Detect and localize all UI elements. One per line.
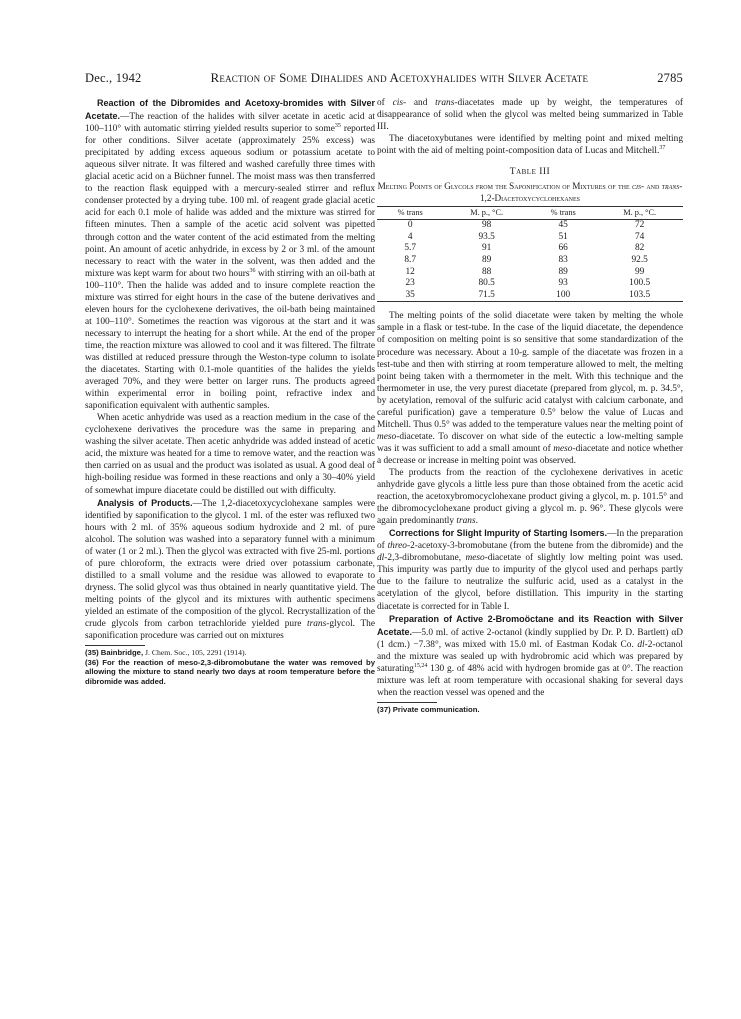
paragraph-text: -diacetate and notice whether a decrease or increase in melting point was observed. [377,443,683,466]
table-row [377,290,683,302]
table-cell: 99 [634,266,645,277]
table-cell: 66 [558,243,568,254]
table-label: Table III [509,167,551,178]
table-cell: 103.5 [629,289,651,300]
table-row [377,232,683,244]
footnote-36: (36) For the reaction of meso-2,3-dibromobutane the water was removed by allowing the mixture to stand nearly two days at room temperature before the dibromide was added. [85,657,375,686]
caption-text: and [644,181,662,192]
footnotes-left [85,645,375,686]
paragraph-text: of [377,98,393,108]
issue-date: Dec., 1942 [85,71,142,85]
table-cell: 23 [405,278,415,289]
caption-text: -1,2-Diacetoxycyclohexanes [479,181,683,203]
paragraph-text: -diacetates made up by weight, the temperatures of disappearance of solid when the glycol was melted being summarized in Table III. [377,98,683,133]
paragraph-text: —In the preparation of [377,529,683,552]
paragraph-text: The diacetoxybutanes were identified by melting point and mixed melting point with the aid of melting point-composition data of Lucas and Mitchell. [377,134,683,157]
paragraph-anhydride-medium: When acetic anhydride was used as a reaction medium in the case of the cyclohexene derivatives the procedure was the same in preparing and washing the silver acetate. Then acetic anhydride was added instead of acetic acid, the mixture was heated for a time to remove water, and the reaction was then carried on as usual and the product was isolated as usual. A good deal of high-boiling residue was formed in these reactions and only a 30–40% yield of somewhat impure diacetate could be distilled out with difficulty. [85,413,375,496]
section-heading-dibromides: Reaction of the Dibromides and Acetoxy-bromides with Silver Acetate. [85,98,375,122]
paragraph-text: reported for other conditions. Silver acetate (approximately 25% excess) was precipitated by adding excess aqueous sodium or potassium acetate to aqueous silver nitrate. It was filtered and washed carefully three times with glacial acetic acid on a Büchner funnel. The moist mass was then transferred to the reaction flask equipped with a mercury-sealed stirrer and reflux condenser protected by a drying tube. 100 ml. of reagent grade glacial acetic acid for each 0.1 mole of halide was added and the mixture was stirred for fifteen minutes. Then a sample of the acetic acid solvent was pipetted through cotton and the water content of the acid estimated from the melting point. An amount of acetic anhydride, in excess by 2 or 3 ml. of the amount necessary to react with the water in the solvent, was then added and the mixture was kept warm for about two hours [85,124,375,279]
table-cell: 100 [556,289,571,300]
footnote-ref-15-24: 15,24 [413,662,428,669]
italic-term: cis- [392,98,407,108]
page-number: 2785 [657,71,683,85]
italic-term: trans [307,619,327,630]
paragraph-text: 130 g. of 48% acid with hydrogen bromide gas at 0°. The reaction mixture was left at room temperature with occasional shaking for several days when the reaction vessel was opened and the [377,663,683,698]
melting-points-table [377,206,683,302]
footnote-ref-36: 36 [249,267,256,274]
paragraph-text: and [406,98,436,108]
italic-term: meso [465,553,485,564]
italic-term: meso [377,431,397,442]
paragraph-text: —The 1,2-diacetoxycyclohexane samples were identified by saponification to the glycol. 1 ml. of the ester was refluxed two hours with 2 ml. of 35% aqueous sodium hydroxide and 2 ml. of pure alcohol. The solution was washed into a separatory funnel with a minimum of water (1 or 2 ml.). Then the glycol was extracted with five 25-ml. portions of pure chloroform, the extracts were dried over potassium carbonate, distilled to a small volume and the residue was allowed to evaporate to dryness. The solid glycol was thus obtained in nearly quantitative yield. The melting points of the glycol and its mixtures with authentic specimens yielded an estimate of the composition of the glycol. Recrystallization of the crude glycols from carbon tetrachloride yielded pure [85,498,375,630]
paragraph-text: -2-acetoxy-3-bromobutane (from the butene from the dibromide) and the [406,541,683,552]
paragraph-text: The melting points of the solid diacetate were taken by melting the whole sample in a flask or test-tube. In the case of the liquid diacetate, the dependence of composition on melting point is so sensitive that some standardization of the procedure was necessary. About a 10-g. sample of the diacetate was frozen in a test-tube and then with stirring at room temperature allowed to melt, the melting point being taken with a thermometer in the melt. With this technique and the thermometer in use, the very purest diacetate (prepared from glycol, m. p. 34.5°, by acetylation, removal of the sulfuric acid catalyst with calcium carbonate, and careful purification) gave a temperature 0.5° below the value of Lucas and Mitchell. Thus 0.5° was added to the temperature values near the melting point of [377,311,683,430]
paragraph-dibromide-reaction [85,97,375,412]
paragraph-text: —5.0 ml. of active 2-octanol (kindly supplied by Dr. P. D. Bartlett) αD (1 dcm.) −7.38°, was mixed with 15.0 ml. of Eastman Kodak Co. [377,627,683,650]
italic-term: cis- [631,181,645,192]
paragraph-text: -glycol. The saponification procedure was carried out on mixtures [85,619,375,642]
paragraph-text: . [475,516,478,527]
table-cell: 5.7 [404,243,416,254]
table-row [377,243,683,255]
italic-term: trans [456,516,476,527]
right-column [377,97,683,714]
paragraph-text: -diacetate. To discover on what side of the eutectic a low-melting sample was it was sufficient to add a small amount of [377,431,683,454]
paragraph-corrections [377,527,683,612]
table-cell: 45 [558,220,568,231]
table-cell: 83 [558,255,568,266]
table-cell: 71.5 [478,289,495,300]
paragraph-bromooctane [377,613,683,699]
table-cell: 72 [634,220,645,231]
footnote-ref-35: 35 [334,122,341,129]
paragraph-text: -2-octanol and the mixture was sealed up with hydrobromic acid which was prepared by saturating [377,639,683,674]
table-header-row [377,207,683,220]
footnote-37: (37) Private communication. [377,704,480,714]
italic-term: dl [637,639,645,650]
table-cell: 89 [481,255,492,266]
table-cell: 98 [481,220,492,231]
italic-term: dl [377,553,385,564]
table-cell: 0 [407,220,413,231]
column-header: M. p., °C. [443,207,530,220]
table-row [377,278,683,290]
footnote-text: J. Chem. Soc., 105, 2291 (1914). [143,648,247,658]
table-cell: 88 [481,266,492,277]
italic-term: meso [553,443,573,454]
column-header: M. p., °C. [596,207,683,220]
table-cell: 8.7 [404,255,416,266]
table-cell: 91 [481,243,492,254]
column-header: % trans [377,207,443,220]
footnote-divider [85,645,145,646]
table-cell: 82 [634,243,645,254]
paragraph-diacetoxybutanes [377,133,683,157]
table-cell: 93.5 [478,231,495,242]
footnote-ref-37: 37 [659,145,666,152]
table-cell: 12 [405,266,415,277]
footnote-label: (35) Bainbridge, [85,648,144,658]
table-cell: 4 [407,231,413,242]
footnotes-right [377,702,683,715]
paragraph-text: -2,3-dibromobutane, [384,553,466,564]
running-title: Reaction of Some Dihalides and Acetoxyhalides with Silver Acetate [210,70,589,85]
table-cell: 35 [405,289,415,300]
section-heading-bromooctane: Preparation of Active 2-Bromoöctane and its Reaction with Silver Acetate. [377,613,683,637]
footnote-35 [85,648,375,658]
italic-term: threo [387,541,407,552]
left-column [85,97,375,686]
caption-text: Melting Points of Glycols from the Saponification of Mixtures of the [377,181,632,192]
table-caption [377,181,683,204]
paragraph-text: -diacetate of slightly low melting point was used. This impurity was partly due to impurity of the glycol used and perhaps partly due to the failure to neutralize the sulfuric acid, used as a catalyst in the acetylation of the glycol, before distillation. This impurity in the starting diacetate is corrected for in Table I. [377,553,683,612]
running-head [85,70,683,86]
paragraph-text: with stirring with an oil-bath at 100–110°. Then the halide was added and to insure complete reaction the mixture was stirred for eight hours in the case of the butene derivatives and eleven hours for the cyclohexene derivatives, the oil-bath being maintained at 100–110°. Sometimes the reaction was vigorous at the start and it was necessary to interrupt the heating for a short while. At the end of the proper time, the reaction mixture was allowed to cool and it was filtered. The filtrate was distilled at reduced pressure through the Weston-type column to isolate the diacetates. Starting with 0.1-mole quantities of the halides the yields averaged 70%, and they were better on larger runs. The products agreed within experimental error in boiling point, refractive index and saponification equivalent with authentic samples. [85,268,375,412]
paragraph-text: The products from the reaction of the cyclohexene derivatives in acetic anhydride gave glycols a little less pure than those obtained from the acetic acid reaction, the acetoxybromocyclohexane product giving a glycol, m. p. 101.5° and the dibromocyclohexane product giving a glycol m. p. 96°. These glycols were again predominantly [377,468,683,527]
paragraph-continuation [377,97,683,133]
table-cell: 93 [558,278,568,289]
section-heading-corrections: Corrections for Slight Impurity of Starting Isomers. [389,528,608,539]
italic-term: trans [661,181,680,192]
table-cell: 92.5 [631,255,648,266]
table-row [377,267,683,279]
table-row [377,255,683,267]
table-cell: 89 [558,266,568,277]
table-row [377,220,683,232]
table-cell: 80.5 [478,278,495,289]
paragraph-melting-procedure [377,310,683,467]
footnote-divider [377,702,437,703]
paragraph-text: —The reaction of the halides with silver acetate in acetic acid at 100–110° with automatic stirring yielded results superior to some [85,112,375,135]
table-cell: 100.5 [629,278,651,289]
paragraph-analysis-products [85,497,375,643]
table-cell: 51 [558,231,568,242]
italic-term: trans [435,98,455,108]
section-heading-analysis: Analysis of Products. [97,497,193,508]
table-body [377,220,683,302]
column-header: % trans [530,207,596,220]
table-cell: 74 [634,231,645,242]
paragraph-cyclohexene-products [377,467,683,527]
